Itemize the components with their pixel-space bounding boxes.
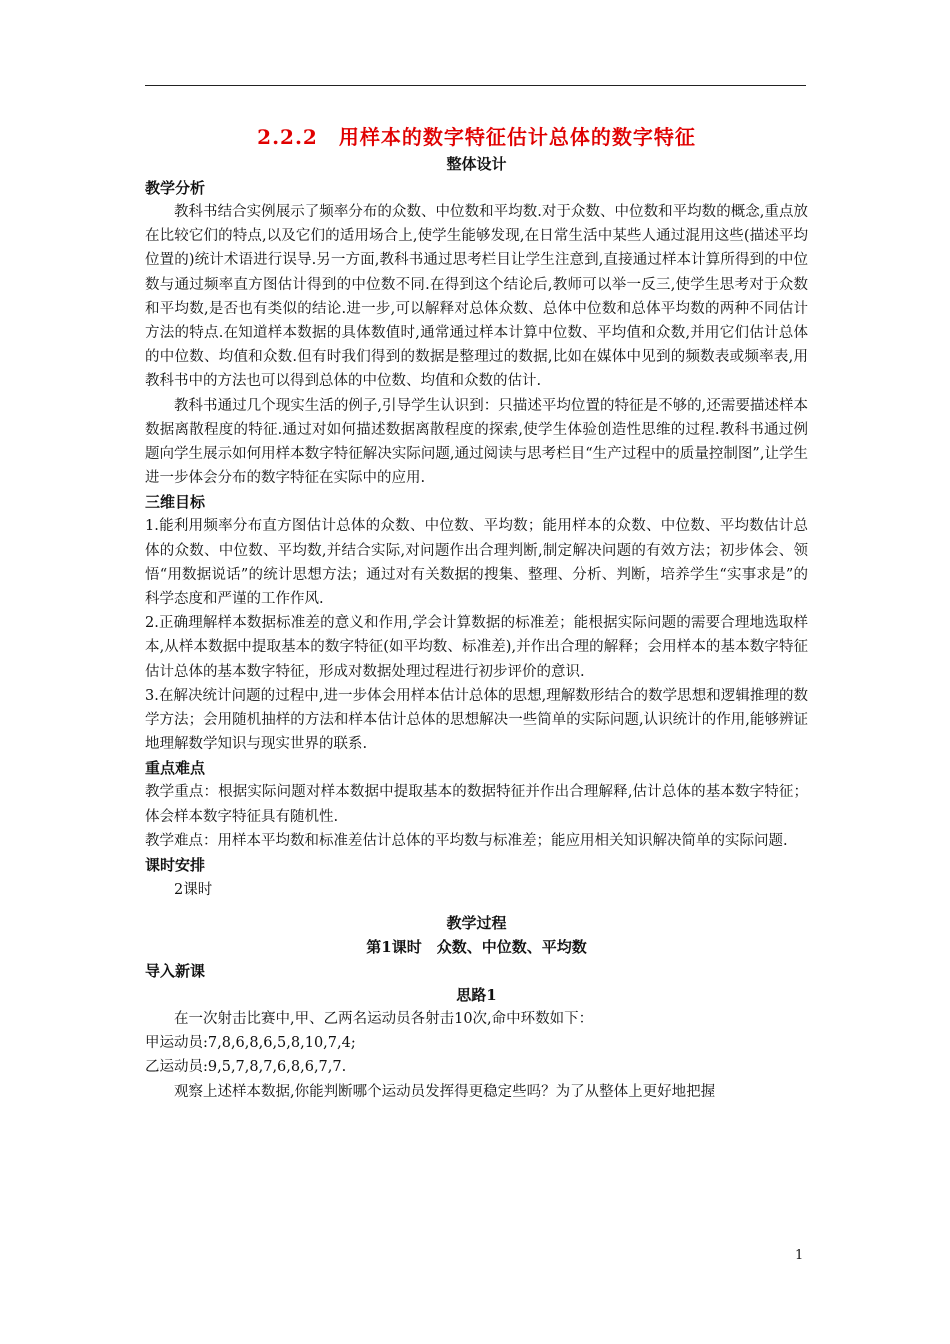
analysis-paragraph: 教科书通过几个现实生活的例子,引导学生认识到：只描述平均位置的特征是不够的,还需要描述样本数据离散程度的特征.通过对如何描述数据离散程度的探索,使学生体验创造性思维的过程.教科书通过例题向学生展示如何用样本数字特征解决实际问题,通过阅读与思考栏目“生产过程中的质量控制图”,让学生进一步体会分布的数字特征在实际中的应用. <box>145 397 808 487</box>
analysis-paragraph: 教科书结合实例展示了频率分布的众数、中位数和平均数.对于众数、中位数和平均数的概念,重点放在比较它们的特点,以及它们的适用场合上,使学生能够发现,在日常生活中某些人通过混用这些(描述平均位置的)统计术语进行误导.另一方面,教科书通过思考栏目让学生注意到,直接通过样本计算所得到的中位数与通过频率直方图估计得到的中位数不同.在得到这个结论后,教师可以举一反三,使学生思考对于众数和平均数,是否也有类似的结论.进一步,可以解释对总体众数、总体中位数和总体平均数的两种不同估计方法的特点.在知道样本数据的具体数值时,通常通过样本计算中位数、平均值和众数,并用它们估计总体的中位数、均值和众数.但有时我们得到的数据是整理过的数据,比如在媒体中见到的频数表或频率表,用教科书中的方法也可以得到总体的中位数、均值和众数的估计. <box>145 204 808 390</box>
page-number: 1 <box>795 1248 804 1263</box>
intro-heading: 导入新课 <box>145 962 206 981</box>
process-paragraph: 在一次射击比赛中,甲、乙两名运动员各射击10次,命中环数如下： <box>174 1011 594 1028</box>
process-paragraph: 乙运动员:9,5,7,8,7,6,8,6,7,7. <box>145 1059 347 1076</box>
document-body <box>145 122 808 1104</box>
section-heading-goals: 三维目标 <box>145 493 206 512</box>
process-paragraph: 观察上述样本数据,你能判断哪个运动员发挥得更稳定些吗？为了从整体上更好地把握 <box>174 1083 716 1100</box>
document-title: 2.2.2 用样本的数字特征估计总体的数字特征 <box>257 125 696 149</box>
section-heading-process: 教学过程 <box>446 914 507 933</box>
lesson-title: 第1课时 众数、中位数、平均数 <box>366 938 587 957</box>
goal-item: 1.能利用频率分布直方图估计总体的众数、中位数、平均数；能用样本的众数、中位数、平均数估计总体的众数、中位数、平均数,并结合实际,对问题作出合理判断,制定解决问题的有效方法；初步体会、领悟“用数据说话”的统计思想方法；通过对有关数据的搜集、整理、分析、判断，培养学生“实事求是”的科学态度和严谨的工作作风. <box>145 518 808 608</box>
idea-heading: 思路1 <box>456 986 497 1005</box>
process-paragraph: 甲运动员:7,8,6,8,6,5,8,10,7,4; <box>145 1035 356 1052</box>
header-rule <box>145 85 806 86</box>
goal-item: 2.正确理解样本数据标准差的意义和作用,学会计算数据的标准差；能根据实际问题的需要合理地选取样本,从样本数据中提取基本的数字特征(如平均数、标准差),并作出合理的解释；会用样本的基本数字特征估计总体的基本数字特征，形成对数据处理过程进行初步评价的意识. <box>145 615 808 680</box>
keypoint-item: 教学重点：根据实际问题对样本数据中提取基本的数据特征并作出合理解释,估计总体的基本数字特征；体会样本数字特征具有随机性. <box>145 784 808 825</box>
subtitle: 整体设计 <box>446 155 507 173</box>
section-heading-analysis: 教学分析 <box>145 179 206 197</box>
schedule-text: 2课时 <box>174 882 213 899</box>
goal-item: 3.在解决统计问题的过程中,进一步体会用样本估计总体的思想,理解数形结合的数学思想和逻辑推理的数学方法；会用随机抽样的方法和样本估计总体的思想解决一些简单的实际问题,认识统计的作用,能够辨证地理解数学知识与现实世界的联系. <box>145 687 808 753</box>
keypoint-item: 教学难点：用样本平均数和标准差估计总体的平均数与标准差；能应用相关知识解决简单的实际问题. <box>145 832 788 849</box>
section-heading-keypoints: 重点难点 <box>145 759 206 778</box>
section-heading-schedule: 课时安排 <box>145 856 206 875</box>
